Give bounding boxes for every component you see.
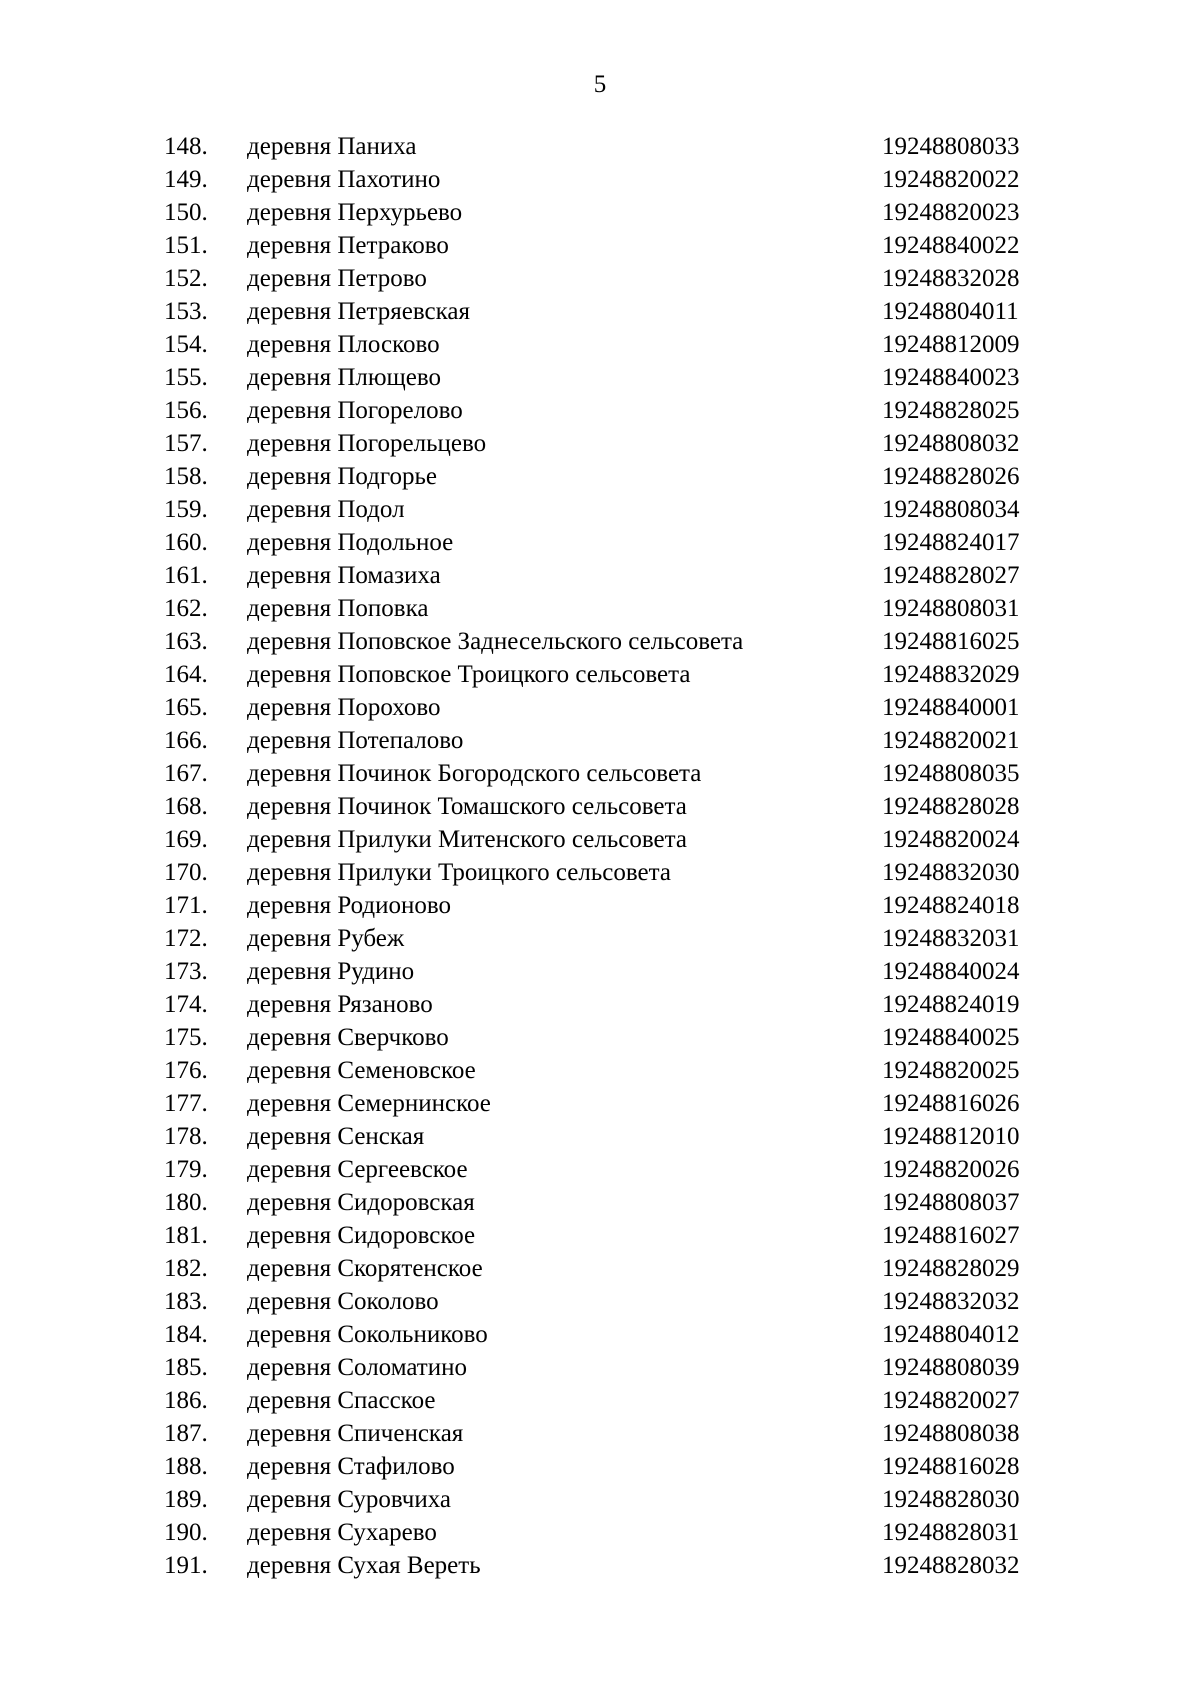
row-number: 167. <box>164 760 208 787</box>
row-number: 164. <box>164 661 208 688</box>
row-number: 178. <box>164 1123 208 1150</box>
settlement-name: деревня Пахотино <box>247 166 441 193</box>
settlement-name: деревня Петрово <box>247 265 427 292</box>
list-item <box>0 988 1200 1021</box>
settlement-name: деревня Починок Томашского сельсовета <box>247 793 687 820</box>
settlement-code: 19248824019 <box>882 991 1020 1018</box>
list-item <box>0 1186 1200 1219</box>
settlement-code: 19248812010 <box>882 1123 1020 1150</box>
settlement-name: деревня Спасское <box>247 1387 436 1414</box>
settlement-name: деревня Починок Богородского сельсовета <box>247 760 702 787</box>
row-number: 168. <box>164 793 208 820</box>
row-number: 186. <box>164 1387 208 1414</box>
settlement-code: 19248820025 <box>882 1057 1020 1084</box>
list-item <box>0 1153 1200 1186</box>
settlement-name: деревня Родионово <box>247 892 452 919</box>
settlement-code: 19248832028 <box>882 265 1020 292</box>
settlement-code: 19248804012 <box>882 1321 1020 1348</box>
settlement-code: 19248808038 <box>882 1420 1020 1447</box>
row-number: 159. <box>164 496 208 523</box>
row-number: 188. <box>164 1453 208 1480</box>
settlement-code: 19248820024 <box>882 826 1020 853</box>
settlement-name: деревня Прилуки Троицкого сельсовета <box>247 859 671 886</box>
row-number: 149. <box>164 166 208 193</box>
settlement-name: деревня Сухая Вереть <box>247 1552 481 1579</box>
row-number: 179. <box>164 1156 208 1183</box>
settlement-code: 19248840022 <box>882 232 1020 259</box>
row-number: 190. <box>164 1519 208 1546</box>
settlement-code: 19248828032 <box>882 1552 1020 1579</box>
settlement-name: деревня Петраково <box>247 232 449 259</box>
list-item <box>0 922 1200 955</box>
row-number: 173. <box>164 958 208 985</box>
list-item <box>0 1054 1200 1087</box>
list-item <box>0 889 1200 922</box>
settlement-code: 19248808031 <box>882 595 1020 622</box>
settlement-code: 19248840001 <box>882 694 1020 721</box>
settlement-name: деревня Сухарево <box>247 1519 437 1546</box>
row-number: 165. <box>164 694 208 721</box>
list-item <box>0 427 1200 460</box>
settlement-code: 19248820022 <box>882 166 1020 193</box>
settlement-name: деревня Подгорье <box>247 463 438 490</box>
list-item <box>0 163 1200 196</box>
settlement-name: деревня Сенская <box>247 1123 425 1150</box>
list-item <box>0 1483 1200 1516</box>
settlement-code: 19248832029 <box>882 661 1020 688</box>
list-item <box>0 361 1200 394</box>
row-number: 185. <box>164 1354 208 1381</box>
settlement-name: деревня Соколово <box>247 1288 439 1315</box>
row-number: 180. <box>164 1189 208 1216</box>
row-number: 163. <box>164 628 208 655</box>
settlement-name: деревня Петряевская <box>247 298 470 325</box>
row-number: 181. <box>164 1222 208 1249</box>
settlement-code: 19248808034 <box>882 496 1020 523</box>
page-number: 5 <box>593 71 607 98</box>
list-item <box>0 295 1200 328</box>
row-number: 172. <box>164 925 208 952</box>
list-item <box>0 526 1200 559</box>
settlement-code: 19248840023 <box>882 364 1020 391</box>
settlement-name: деревня Подольное <box>247 529 454 556</box>
row-number: 177. <box>164 1090 208 1117</box>
settlement-name: деревня Сокольниково <box>247 1321 488 1348</box>
list-item <box>0 394 1200 427</box>
list-item <box>0 1285 1200 1318</box>
settlement-name: деревня Рудино <box>247 958 415 985</box>
settlement-code: 19248808035 <box>882 760 1020 787</box>
row-number: 189. <box>164 1486 208 1513</box>
list-item <box>0 691 1200 724</box>
settlement-code: 19248808037 <box>882 1189 1020 1216</box>
settlement-name: деревня Соломатино <box>247 1354 467 1381</box>
list-item <box>0 1351 1200 1384</box>
row-number: 176. <box>164 1057 208 1084</box>
settlement-name: деревня Помазиха <box>247 562 441 589</box>
list-item <box>0 592 1200 625</box>
settlement-name: деревня Сверчково <box>247 1024 449 1051</box>
settlement-code: 19248828030 <box>882 1486 1020 1513</box>
row-number: 191. <box>164 1552 208 1579</box>
settlement-code: 19248820026 <box>882 1156 1020 1183</box>
settlement-name: деревня Плосково <box>247 331 440 358</box>
row-number: 150. <box>164 199 208 226</box>
settlement-name: деревня Прилуки Митенского сельсовета <box>247 826 687 853</box>
list-item <box>0 130 1200 163</box>
settlement-name: деревня Плющево <box>247 364 442 391</box>
settlement-code: 19248832031 <box>882 925 1020 952</box>
list-item <box>0 262 1200 295</box>
settlement-code: 19248816028 <box>882 1453 1020 1480</box>
settlement-code: 19248804011 <box>882 298 1019 325</box>
row-number: 169. <box>164 826 208 853</box>
list-item <box>0 1450 1200 1483</box>
settlement-code: 19248816026 <box>882 1090 1020 1117</box>
row-number: 156. <box>164 397 208 424</box>
settlement-name: деревня Сидоровская <box>247 1189 475 1216</box>
settlement-code: 19248828025 <box>882 397 1020 424</box>
settlement-code: 19248824017 <box>882 529 1020 556</box>
settlement-name: деревня Поповское Троицкого сельсовета <box>247 661 691 688</box>
settlement-name: деревня Поповское Заднесельского сельсовета <box>247 628 744 655</box>
settlement-code: 19248820027 <box>882 1387 1020 1414</box>
settlement-code: 19248824018 <box>882 892 1020 919</box>
settlement-name: деревня Сидоровское <box>247 1222 476 1249</box>
list-item <box>0 1219 1200 1252</box>
settlement-code: 19248828031 <box>882 1519 1020 1546</box>
list-item <box>0 757 1200 790</box>
settlement-name: деревня Скорятенское <box>247 1255 483 1282</box>
settlement-name: деревня Рязаново <box>247 991 433 1018</box>
settlement-name: деревня Погорелово <box>247 397 463 424</box>
settlement-code: 19248808032 <box>882 430 1020 457</box>
settlement-code: 19248820021 <box>882 727 1020 754</box>
settlement-code: 19248808033 <box>882 133 1020 160</box>
list-item <box>0 1549 1200 1582</box>
settlement-name: деревня Погорельцево <box>247 430 487 457</box>
settlement-name: деревня Рубеж <box>247 925 405 952</box>
settlement-code: 19248828026 <box>882 463 1020 490</box>
settlement-list <box>0 130 1200 1582</box>
row-number: 187. <box>164 1420 208 1447</box>
settlement-code: 19248816025 <box>882 628 1020 655</box>
settlement-code: 19248840025 <box>882 1024 1020 1051</box>
row-number: 157. <box>164 430 208 457</box>
list-item <box>0 1252 1200 1285</box>
settlement-name: деревня Потепалово <box>247 727 464 754</box>
row-number: 158. <box>164 463 208 490</box>
settlement-name: деревня Перхурьево <box>247 199 463 226</box>
list-item <box>0 658 1200 691</box>
list-item <box>0 625 1200 658</box>
settlement-name: деревня Подол <box>247 496 405 523</box>
row-number: 148. <box>164 133 208 160</box>
list-item <box>0 724 1200 757</box>
row-number: 155. <box>164 364 208 391</box>
list-item <box>0 955 1200 988</box>
settlement-name: деревня Поповка <box>247 595 429 622</box>
row-number: 161. <box>164 562 208 589</box>
list-item <box>0 559 1200 592</box>
settlement-name: деревня Паниха <box>247 133 417 160</box>
settlement-name: деревня Стафилово <box>247 1453 455 1480</box>
row-number: 166. <box>164 727 208 754</box>
row-number: 183. <box>164 1288 208 1315</box>
list-item <box>0 229 1200 262</box>
settlement-code: 19248816027 <box>882 1222 1020 1249</box>
settlement-code: 19248808039 <box>882 1354 1020 1381</box>
list-item <box>0 1120 1200 1153</box>
row-number: 171. <box>164 892 208 919</box>
row-number: 162. <box>164 595 208 622</box>
settlement-name: деревня Спиченская <box>247 1420 464 1447</box>
settlement-code: 19248840024 <box>882 958 1020 985</box>
row-number: 160. <box>164 529 208 556</box>
row-number: 175. <box>164 1024 208 1051</box>
settlement-name: деревня Семернинское <box>247 1090 491 1117</box>
list-item <box>0 328 1200 361</box>
list-item <box>0 1021 1200 1054</box>
settlement-code: 19248812009 <box>882 331 1020 358</box>
list-item <box>0 1087 1200 1120</box>
row-number: 182. <box>164 1255 208 1282</box>
settlement-name: деревня Суровчиха <box>247 1486 451 1513</box>
list-item <box>0 1318 1200 1351</box>
settlement-code: 19248828028 <box>882 793 1020 820</box>
list-item <box>0 196 1200 229</box>
list-item <box>0 493 1200 526</box>
settlement-code: 19248832032 <box>882 1288 1020 1315</box>
settlement-name: деревня Семеновское <box>247 1057 476 1084</box>
list-item <box>0 460 1200 493</box>
row-number: 154. <box>164 331 208 358</box>
list-item <box>0 1417 1200 1450</box>
settlement-code: 19248828027 <box>882 562 1020 589</box>
row-number: 174. <box>164 991 208 1018</box>
list-item <box>0 856 1200 889</box>
row-number: 153. <box>164 298 208 325</box>
row-number: 184. <box>164 1321 208 1348</box>
list-item <box>0 790 1200 823</box>
row-number: 152. <box>164 265 208 292</box>
settlement-code: 19248832030 <box>882 859 1020 886</box>
list-item <box>0 1384 1200 1417</box>
list-item <box>0 1516 1200 1549</box>
settlement-name: деревня Сергеевское <box>247 1156 468 1183</box>
list-item <box>0 823 1200 856</box>
settlement-code: 19248820023 <box>882 199 1020 226</box>
settlement-name: деревня Порохово <box>247 694 441 721</box>
settlement-code: 19248828029 <box>882 1255 1020 1282</box>
row-number: 170. <box>164 859 208 886</box>
row-number: 151. <box>164 232 208 259</box>
